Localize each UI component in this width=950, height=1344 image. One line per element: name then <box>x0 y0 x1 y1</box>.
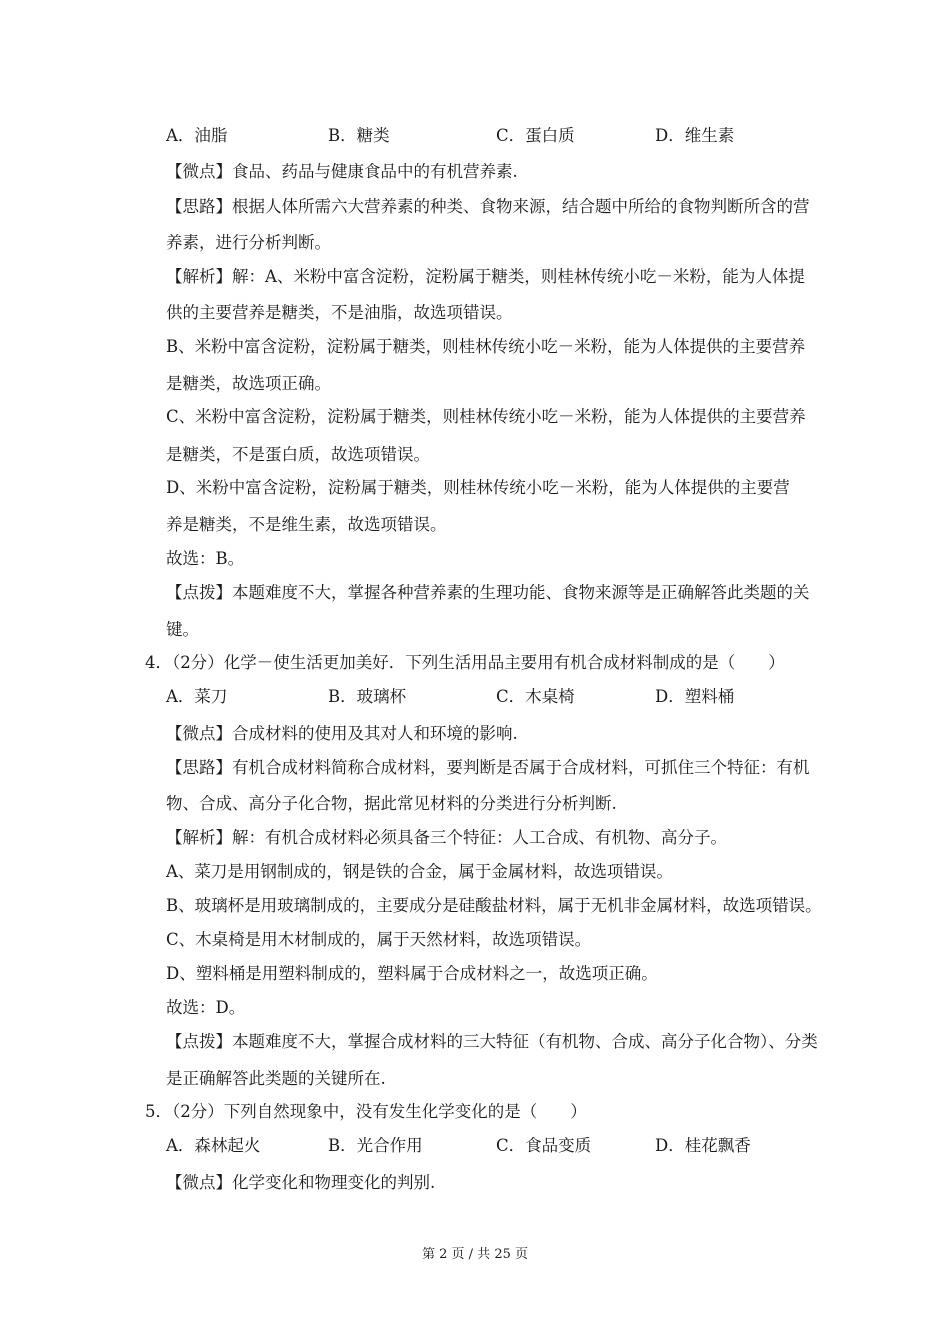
q3-approach-line: 【思路】根据人体所需六大营养素的种类、食物来源，结合题中所给的食物判断所含的营 <box>166 197 810 216</box>
option-c: C．食品变质 <box>496 1136 592 1155</box>
q3-solution-line: 是糖类，故选项正确。 <box>166 374 331 393</box>
q3-solution-line: B、米粉中富含淀粉，淀粉属于糖类，则桂林传统小吃－米粉，能为人体提供的主要营养 <box>166 337 806 356</box>
page-footer: 第 2 页 / 共 25 页 <box>422 1247 528 1262</box>
q4-comment-line: 【点拨】本题难度不大，掌握合成材料的三大特征（有机物、合成、高分子化合物）、分类 <box>166 1032 818 1051</box>
option-d: D．维生素 <box>655 126 735 145</box>
option-c: C．蛋白质 <box>496 126 575 145</box>
option-b: B．光合作用 <box>328 1136 423 1155</box>
q4-solution-line: C、木桌椅是用木材制成的，属于天然材料，故选项错误。 <box>166 930 592 949</box>
option-b: B．糖类 <box>328 126 390 145</box>
q3-solution-line: 【解析】解：A、米粉中富含淀粉，淀粉属于糖类，则桂林传统小吃－米粉，能为人体提 <box>166 267 805 286</box>
q3-approach-line: 养素，进行分析判断。 <box>166 233 331 252</box>
q4-solution-line: B、玻璃杯是用玻璃制成的，主要成分是硅酸盐材料，属于无机非金属材料，故选项错误。 <box>166 896 822 915</box>
option-a: A．油脂 <box>166 126 228 145</box>
q3-comment-line: 【点拨】本题难度不大，掌握各种营养素的生理功能、食物来源等是正确解答此类题的关 <box>166 583 810 602</box>
option-c: C．木桌椅 <box>496 687 575 706</box>
option-d: D．塑料桶 <box>655 687 735 706</box>
q3-solution-line: D、米粉中富含淀粉，淀粉属于糖类，则桂林传统小吃－米粉，能为人体提供的主要营 <box>166 478 790 497</box>
q3-comment-line: 键。 <box>166 620 199 639</box>
q3-answer: 故选：B。 <box>166 549 245 568</box>
q4-solution-line: D、塑料桶是用塑料制成的，塑料属于合成材料之一，故选项正确。 <box>166 964 658 983</box>
q3-solution-line: 养是糖类，不是维生素，故选项错误。 <box>166 515 447 534</box>
q4-solution-line: A、菜刀是用钢制成的，钢是铁的合金，属于金属材料，故选项错误。 <box>166 862 673 881</box>
option-a: A．菜刀 <box>166 687 228 706</box>
q5-stem: 5．（2分）下列自然现象中，没有发生化学变化的是（ ） <box>145 1102 587 1121</box>
option-d: D．桂花飘香 <box>655 1136 751 1155</box>
q4-solution-line: 【解析】解：有机合成材料必须具备三个特征：人工合成、有机物、高分子。 <box>166 828 727 847</box>
option-a: A．森林起火 <box>166 1136 261 1155</box>
q4-knowledge-point: 【微点】合成材料的使用及其对人和环境的影响. <box>166 724 518 743</box>
q3-solution-line: 是糖类，不是蛋白质，故选项错误。 <box>166 445 430 464</box>
q4-approach-line: 物、合成、高分子化合物，据此常见材料的分类进行分析判断. <box>166 794 617 813</box>
option-b: B．玻璃杯 <box>328 687 407 706</box>
q4-comment-line: 是正确解答此类题的关键所在. <box>166 1069 386 1088</box>
q4-stem: 4．（2分）化学－使生活更加美好．下列生活用品主要用有机合成材料制成的是（ ） <box>145 653 785 672</box>
q4-answer: 故选：D。 <box>166 998 246 1017</box>
q3-solution-line: 供的主要营养是糖类，不是油脂，故选项错误。 <box>166 303 513 322</box>
q3-solution-line: C、米粉中富含淀粉，淀粉属于糖类，则桂林传统小吃－米粉，能为人体提供的主要营养 <box>166 407 806 426</box>
q5-knowledge-point: 【微点】化学变化和物理变化的判别. <box>166 1173 436 1192</box>
q4-approach-line: 【思路】有机合成材料简称合成材料，要判断是否属于合成材料，可抓住三个特征：有机 <box>166 758 810 777</box>
q3-knowledge-point: 【微点】食品、药品与健康食品中的有机营养素. <box>166 162 518 181</box>
